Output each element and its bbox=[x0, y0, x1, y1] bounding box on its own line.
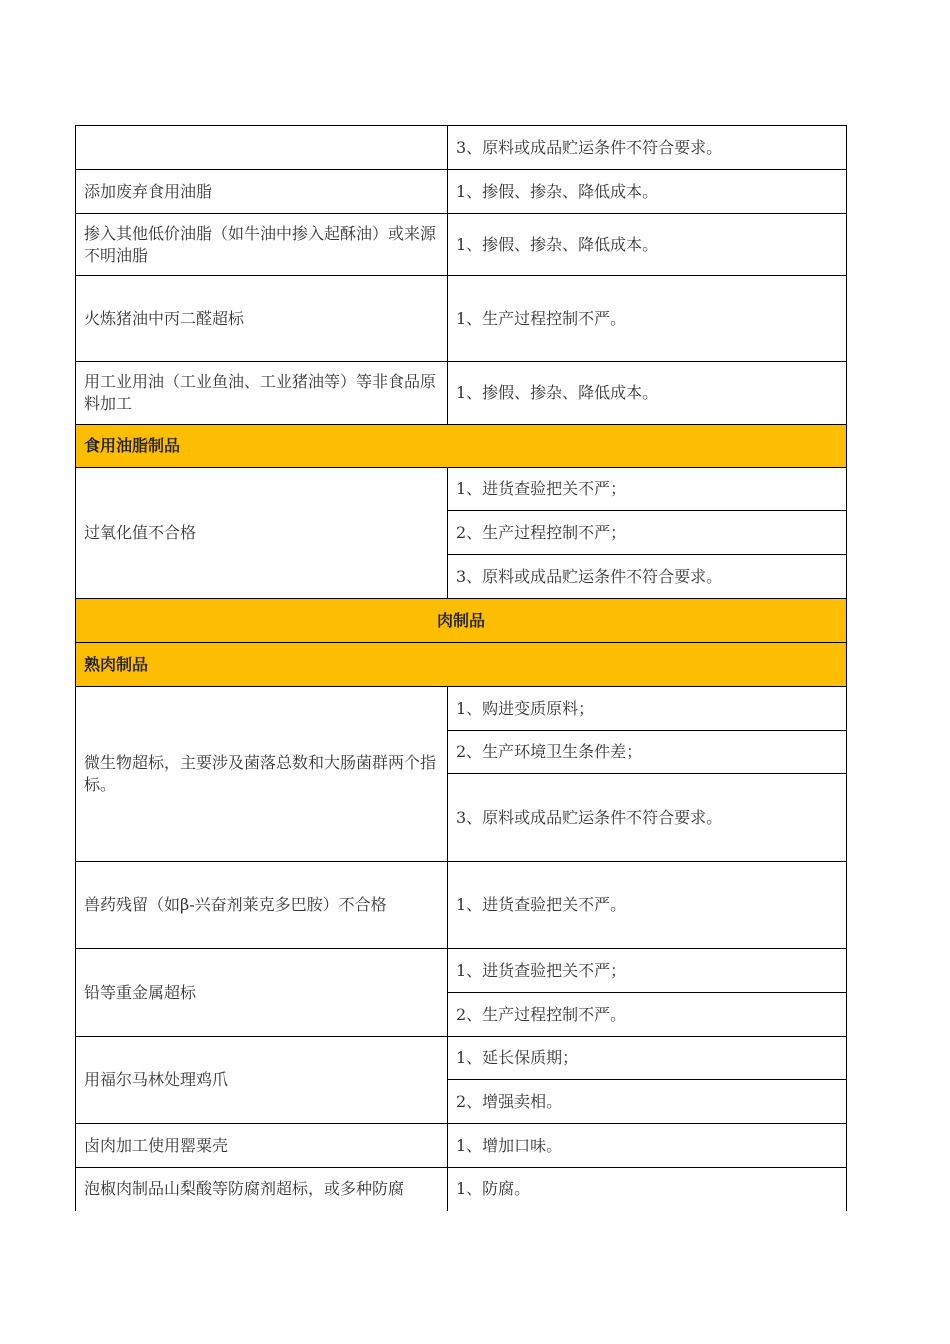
table-cell-cause: 3、原料或成品贮运条件不符合要求。 bbox=[448, 554, 846, 598]
table-cell-cause: 1、进货查验把关不严； bbox=[448, 948, 846, 992]
table-cell-cause: 3、原料或成品贮运条件不符合要求。 bbox=[448, 125, 846, 169]
section-header: 食用油脂制品 bbox=[76, 424, 846, 467]
table-cell-cause: 1、掺假、掺杂、降低成本。 bbox=[448, 213, 846, 275]
table-cell-cause: 1、延长保质期； bbox=[448, 1036, 846, 1079]
table-cell-issue: 用工业用油（工业鱼油、工业猪油等）等非食品原料加工 bbox=[76, 361, 448, 424]
category-header: 肉制品 bbox=[76, 598, 846, 642]
table-cell-cause: 2、生产过程控制不严； bbox=[448, 510, 846, 554]
table-cell-issue: 火炼猪油中丙二醛超标 bbox=[76, 275, 448, 361]
table-cell-issue: 卤肉加工使用罂粟壳 bbox=[76, 1123, 448, 1167]
table-cell-cause: 1、掺假、掺杂、降低成本。 bbox=[448, 169, 846, 213]
table-cell-cause: 3、原料或成品贮运条件不符合要求。 bbox=[448, 773, 846, 861]
table-cell-cause: 1、掺假、掺杂、降低成本。 bbox=[448, 361, 846, 424]
table-cell-cause: 1、购进变质原料； bbox=[448, 686, 846, 730]
table-cell-issue: 泡椒肉制品山梨酸等防腐剂超标，或多种防腐 bbox=[76, 1167, 448, 1211]
table-cell-cause: 2、增强卖相。 bbox=[448, 1079, 846, 1123]
table-cell-issue: 微生物超标，主要涉及菌落总数和大肠菌群两个指标。 bbox=[76, 686, 448, 861]
food-safety-table bbox=[75, 125, 847, 1211]
table-cell-issue: 过氧化值不合格 bbox=[76, 467, 448, 598]
table-cell-cause: 2、生产过程控制不严。 bbox=[448, 992, 846, 1036]
table-cell-cause: 1、防腐。 bbox=[448, 1167, 846, 1211]
table-cell-issue: 铅等重金属超标 bbox=[76, 948, 448, 1036]
table-cell-cause: 2、生产环境卫生条件差； bbox=[448, 730, 846, 773]
table-cell-issue: 用福尔马林处理鸡爪 bbox=[76, 1036, 448, 1123]
table-cell-cause: 1、增加口味。 bbox=[448, 1123, 846, 1167]
section-header: 熟肉制品 bbox=[76, 642, 846, 686]
table-cell-issue: 兽药残留（如β-兴奋剂莱克多巴胺）不合格 bbox=[76, 861, 448, 948]
table-cell-cause: 1、进货查验把关不严。 bbox=[448, 861, 846, 948]
table-cell-cause: 1、生产过程控制不严。 bbox=[448, 275, 846, 361]
table-cell-issue: 掺入其他低价油脂（如牛油中掺入起酥油）或来源不明油脂 bbox=[76, 213, 448, 275]
table-cell-cause: 1、进货查验把关不严； bbox=[448, 467, 846, 510]
table-cell-issue: 添加废弃食用油脂 bbox=[76, 169, 448, 213]
table-cell-issue bbox=[76, 125, 448, 169]
